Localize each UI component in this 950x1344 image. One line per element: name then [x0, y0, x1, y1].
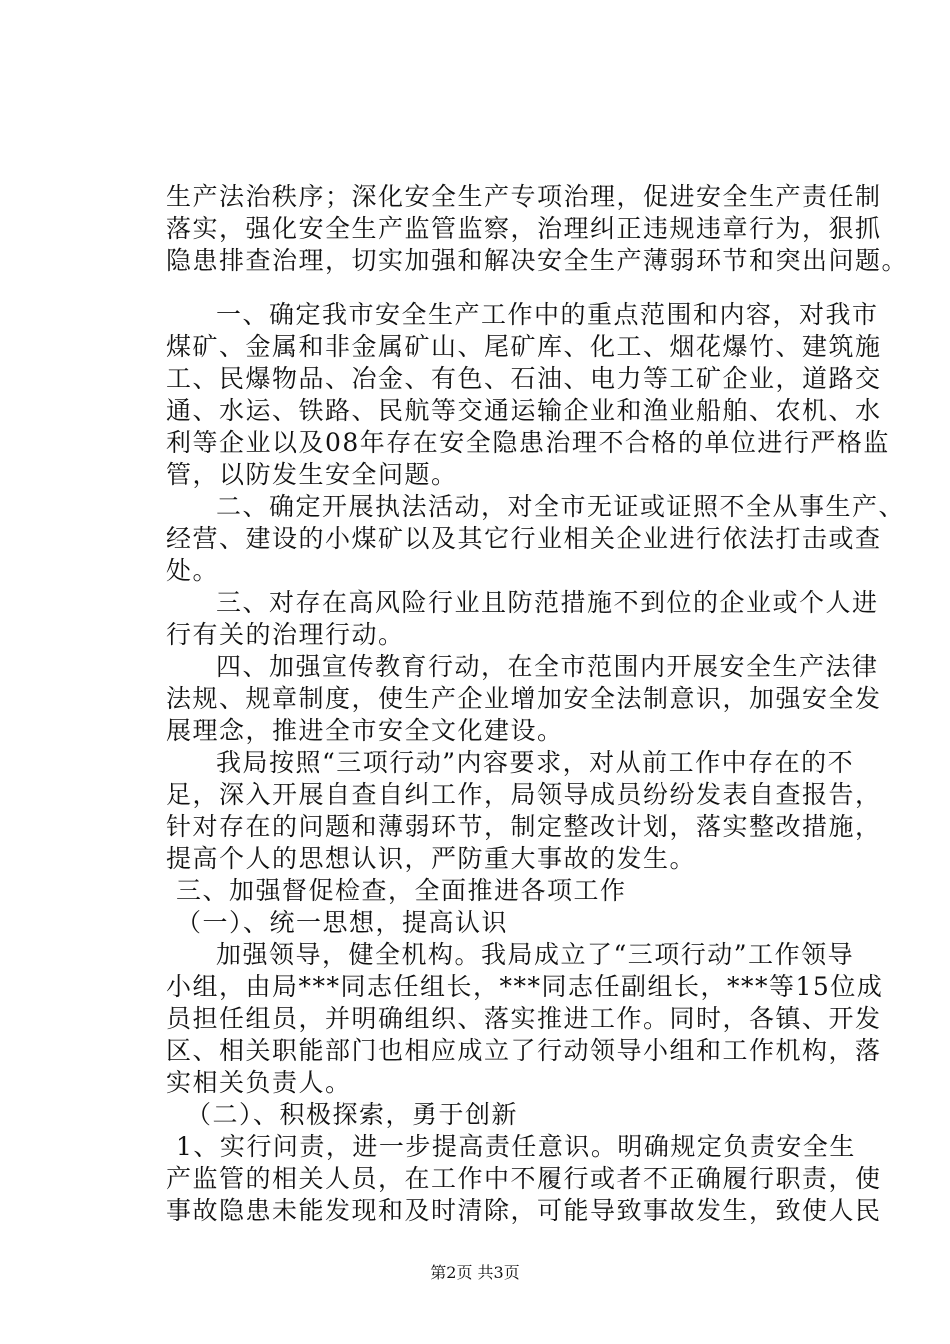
subsection-heading: （一）、统一思想，提高认识	[176, 908, 509, 937]
text-line: 行有关的治理行动。	[166, 620, 405, 649]
text-line: 通、水运、铁路、民航等交通运输企业和渔业船舶、农机、水	[166, 396, 882, 425]
text-line: 实相关负责人。	[166, 1068, 352, 1097]
text-line: 员担任组员，并明确组织、落实推进工作。同时，各镇、开发	[166, 1004, 882, 1033]
text-line: 隐患排查治理，切实加强和解决安全生产薄弱环节和突出问题。	[166, 246, 909, 275]
text-line: 煤矿、金属和非金属矿山、尾矿库、化工、烟花爆竹、建筑施	[166, 332, 882, 361]
text-line: 生产法治秩序；深化安全生产专项治理，促进安全生产责任制	[166, 182, 882, 211]
text-line: 提高个人的思想认识，严防重大事故的发生。	[166, 844, 697, 873]
text-line: 落实，强化安全生产监管监察，治理纠正违规违章行为，狠抓	[166, 214, 882, 243]
text-line: 事故隐患未能发现和及时清除，可能导致事故发生，致使人民	[166, 1196, 882, 1225]
text-line: 足，深入开展自查自纠工作，局领导成员纷纷发表自查报告，	[166, 780, 882, 809]
subsection-heading: （二）、积极探索，勇于创新	[186, 1100, 519, 1129]
text-line: 四、加强宣传教育行动，在全市范围内开展安全生产法律	[216, 652, 879, 681]
text-line: 法规、规章制度，使生产企业增加安全法制意识，加强安全发	[166, 684, 882, 713]
text-line: 管，以防发生安全问题。	[166, 460, 458, 489]
text-line: 利等企业以及08年存在安全隐患治理不合格的单位进行严格监	[166, 428, 890, 457]
text-line: 经营、建设的小煤矿以及其它行业相关企业进行依法打击或查	[166, 524, 882, 553]
text-line: 我局按照“三项行动”内容要求，对从前工作中存在的不	[216, 748, 855, 777]
text-line: 加强领导，健全机构。我局成立了“三项行动”工作领导	[216, 940, 855, 969]
text-line: 小组，由局***同志任组长，***同志任副组长，***等15位成	[166, 972, 884, 1001]
text-line: 处。	[166, 556, 220, 585]
text-line: 一、确定我市安全生产工作中的重点范围和内容，对我市	[216, 300, 879, 329]
text-line: 三、对存在高风险行业且防范措施不到位的企业或个人进	[216, 588, 879, 617]
text-line: 针对存在的问题和薄弱环节，制定整改计划，落实整改措施，	[166, 812, 882, 841]
text-line: 二、确定开展执法活动，对全市无证或证照不全从事生产、	[216, 492, 906, 521]
text-line: 1、实行问责，进一步提高责任意识。明确规定负责安全生	[176, 1132, 856, 1161]
page-number-footer: 第2页 共3页	[430, 1263, 520, 1282]
text-line: 区、相关职能部门也相应成立了行动领导小组和工作机构，落	[166, 1036, 882, 1065]
text-line: 产监管的相关人员，在工作中不履行或者不正确履行职责，使	[166, 1164, 882, 1193]
section-heading: 三、加强督促检查，全面推进各项工作	[176, 876, 627, 905]
text-line: 工、民爆物品、冶金、有色、石油、电力等工矿企业，道路交	[166, 364, 882, 393]
text-line: 展理念，推进全市安全文化建设。	[166, 716, 564, 745]
